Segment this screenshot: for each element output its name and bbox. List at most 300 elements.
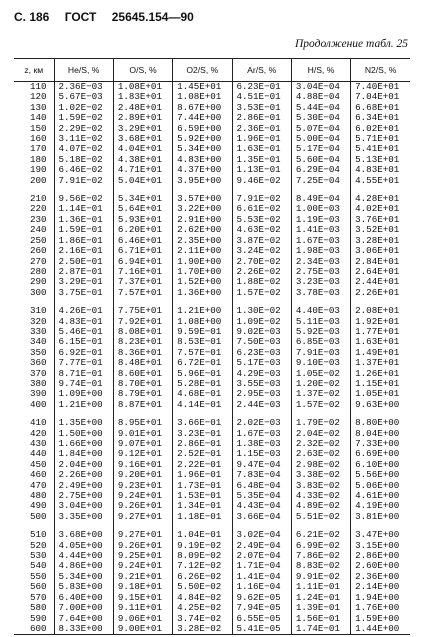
- cell-he: 5.18E−02: [54, 155, 113, 165]
- cell-n2: 2.36E+00: [351, 572, 410, 582]
- cell-o2: 7.12E−02: [173, 561, 232, 571]
- cell-n2: 4.19E+00: [351, 501, 410, 511]
- cell-ar: 1.88E−02: [232, 277, 291, 287]
- cell-o: 4.71E+01: [113, 165, 172, 175]
- cell-he: 3.29E−01: [54, 277, 113, 287]
- cell-altitude: 350: [29, 346, 47, 358]
- table-continuation-caption: Продолжение табл. 25: [295, 38, 408, 50]
- cell-h: 1.20E−02: [291, 379, 350, 389]
- column-header-altitude: z, км: [14, 59, 54, 82]
- cell-o2: 2.91E+00: [173, 215, 232, 225]
- cell-n2: 3.06E+01: [351, 246, 410, 256]
- cell-ar: 2.26E−02: [232, 267, 291, 277]
- cell-o2: 3.95E+00: [173, 176, 232, 186]
- cell-h: 2.04E−02: [291, 429, 350, 439]
- cell-altitude: 450: [29, 458, 47, 470]
- cell-n2: 5.06E+00: [351, 481, 410, 491]
- cell-n2: 6.68E+01: [351, 103, 410, 113]
- cell-h: 3.38E−02: [291, 470, 350, 480]
- cell-o: 7.57E+01: [113, 288, 172, 298]
- cell-n2: 1.15E+01: [351, 379, 410, 389]
- cell-h: 2.32E−02: [291, 439, 350, 449]
- cell-ar: 4.29E−03: [232, 369, 291, 379]
- cell-h: 6.85E−03: [291, 337, 350, 347]
- cell-o: 1.83E+01: [113, 92, 172, 102]
- cell-o: 9.20E+01: [113, 470, 172, 480]
- cell-he: 8.71E−01: [54, 369, 113, 379]
- cell-h: 9.91E−02: [291, 572, 350, 582]
- cell-o2: 1.08E+00: [173, 317, 232, 327]
- cell-o: 9.26E+01: [113, 541, 172, 551]
- cell-o2: 7.57E−01: [173, 348, 232, 358]
- cell-o2: 4.25E−02: [173, 603, 232, 613]
- cell-o2: 2.11E+00: [173, 246, 232, 256]
- cell-ar: 6.23E−03: [232, 348, 291, 358]
- cell-h: 5.11E−03: [291, 317, 350, 327]
- cell-o2: 4.37E+00: [173, 165, 232, 175]
- cell-altitude: 600: [14, 624, 54, 635]
- cell-ar: 1.13E−01: [232, 165, 291, 175]
- cell-ar: 5.53E−02: [232, 215, 291, 225]
- cell-o2: 8.09E−02: [173, 551, 232, 561]
- cell-o: 8.08E+01: [113, 327, 172, 337]
- cell-ar: 7.83E−04: [232, 470, 291, 480]
- cell-o2: 1.96E−01: [173, 470, 232, 480]
- cell-h: 8.83E−02: [291, 561, 350, 571]
- cell-h: 2.98E−02: [291, 460, 350, 470]
- cell-o: 6.46E+01: [113, 236, 172, 246]
- cell-ar: 6.55E−05: [232, 614, 291, 624]
- cell-h: 1.19E−03: [291, 215, 350, 225]
- cell-o: 3.29E+01: [113, 124, 172, 134]
- cell-o2: 6.72E−01: [173, 358, 232, 368]
- cell-h: 6.21E−02: [291, 530, 350, 540]
- cell-n2: 5.41E+01: [351, 144, 410, 154]
- table-row: [14, 512, 410, 522]
- cell-ar: 1.67E−03: [232, 429, 291, 439]
- cell-o2: 4.84E−02: [173, 593, 232, 603]
- cell-h: 8.49E−04: [291, 194, 350, 204]
- cell-he: 2.16E−01: [54, 246, 113, 256]
- cell-he: 2.49E+00: [54, 481, 113, 491]
- cell-altitude: 240: [29, 224, 47, 236]
- cell-n2: 6.69E+00: [351, 449, 410, 459]
- cell-h: 4.33E−02: [291, 491, 350, 501]
- cell-o2: 4.83E+00: [173, 155, 232, 165]
- cell-ar: 2.44E−03: [232, 400, 291, 410]
- cell-n2: 4.02E+01: [351, 204, 410, 214]
- standard-label: ГОСТ: [64, 10, 97, 24]
- cell-o: 8.70E+01: [113, 379, 172, 389]
- cell-he: 2.75E+00: [54, 491, 113, 501]
- cell-o2: 5.28E−01: [173, 379, 232, 389]
- cell-n2: 3.81E+00: [351, 512, 410, 522]
- cell-o: 5.34E+01: [113, 194, 172, 204]
- cell-h: 5.17E−04: [291, 144, 350, 154]
- cell-he: 7.00E+00: [54, 603, 113, 613]
- cell-he: 4.07E−02: [54, 144, 113, 154]
- cell-h: 9.10E−03: [291, 358, 350, 368]
- cell-n2: 2.84E+01: [351, 257, 410, 267]
- cell-he: 3.75E−01: [54, 288, 113, 298]
- cell-h: 5.07E−04: [291, 124, 350, 134]
- cell-h: 1.37E−02: [291, 389, 350, 399]
- cell-altitude: 360: [29, 357, 47, 369]
- cell-ar: 1.38E−03: [232, 439, 291, 449]
- cell-he: 3.11E−02: [54, 134, 113, 144]
- cell-he: 1.21E+00: [54, 400, 113, 410]
- cell-n2: 2.44E+01: [351, 277, 410, 287]
- cell-n2: 8.80E+00: [351, 418, 410, 428]
- cell-he: 4.86E+00: [54, 561, 113, 571]
- cell-altitude: 330: [29, 325, 47, 337]
- page-header: [14, 10, 206, 24]
- cell-o: 4.38E+01: [113, 155, 172, 165]
- cell-altitude: 510: [29, 529, 47, 541]
- cell-he: 3.35E+00: [54, 512, 113, 522]
- standard-number: 25645.154—90: [111, 10, 194, 24]
- table-body: [14, 82, 410, 635]
- cell-h: 6.29E−04: [291, 165, 350, 175]
- cell-ar: 6.23E−01: [232, 82, 291, 93]
- cell-altitude: 200: [29, 174, 47, 186]
- cell-o: 5.04E+01: [113, 176, 172, 186]
- table-row: [14, 176, 410, 186]
- cell-o2: 6.26E−02: [173, 572, 232, 582]
- cell-ar: 2.70E−02: [232, 257, 291, 267]
- cell-o: 9.27E+01: [113, 530, 172, 540]
- cell-n2: 3.76E+01: [351, 215, 410, 225]
- cell-h: 6.99E−02: [291, 541, 350, 551]
- cell-altitude: 250: [29, 234, 47, 246]
- cell-altitude: 410: [29, 417, 47, 429]
- cell-altitude: 460: [29, 469, 47, 481]
- cell-altitude: 520: [29, 539, 47, 551]
- cell-o: 7.16E+01: [113, 267, 172, 277]
- cell-o: 9.27E+01: [113, 512, 172, 522]
- cell-n2: 1.77E+01: [351, 327, 410, 337]
- cell-o2: 1.21E+00: [173, 306, 232, 316]
- cell-o: 8.23E+01: [113, 337, 172, 347]
- cell-altitude: 150: [29, 122, 47, 134]
- table-row: [14, 306, 410, 316]
- cell-o2: 5.92E+00: [173, 134, 232, 144]
- cell-he: 1.84E+00: [54, 449, 113, 459]
- cell-o: 1.08E+01: [113, 82, 172, 93]
- cell-o: 2.89E+01: [113, 113, 172, 123]
- cell-h: 5.51E−02: [291, 512, 350, 522]
- cell-he: 6.46E−02: [54, 165, 113, 175]
- cell-n2: 1.63E+01: [351, 337, 410, 347]
- cell-h: 5.44E−04: [291, 103, 350, 113]
- cell-he: 9.56E−02: [54, 194, 113, 204]
- cell-o2: 2.62E+00: [173, 225, 232, 235]
- cell-he: 5.67E−03: [54, 92, 113, 102]
- cell-he: 1.02E−02: [54, 103, 113, 113]
- cell-he: 6.92E−01: [54, 348, 113, 358]
- cell-h: 1.41E−03: [291, 225, 350, 235]
- cell-o2: 2.22E−01: [173, 460, 232, 470]
- data-table: [14, 58, 410, 635]
- cell-h: 3.83E−02: [291, 481, 350, 491]
- cell-h: 1.05E−02: [291, 369, 350, 379]
- cell-ar: 9.47E−04: [232, 460, 291, 470]
- cell-altitude: 300: [29, 286, 47, 298]
- cell-h: 1.67E−03: [291, 236, 350, 246]
- cell-n2: 8.04E+00: [351, 429, 410, 439]
- cell-ar: 6.48E−04: [232, 481, 291, 491]
- cell-altitude: 490: [29, 500, 47, 512]
- cell-h: 1.57E−02: [291, 400, 350, 410]
- cell-o2: 1.70E+00: [173, 267, 232, 277]
- cell-ar: 1.15E−03: [232, 449, 291, 459]
- cell-ar: 3.53E−01: [232, 103, 291, 113]
- cell-o: 9.26E+01: [113, 501, 172, 511]
- cell-o: 5.93E+01: [113, 215, 172, 225]
- cell-h: 1.00E−03: [291, 204, 350, 214]
- cell-he: 1.36E−01: [54, 215, 113, 225]
- cell-n2: 9.63E+00: [351, 400, 410, 410]
- cell-altitude: 580: [29, 602, 47, 614]
- cell-n2: 4.83E+01: [351, 165, 410, 175]
- table-row: [14, 603, 410, 613]
- column-header-h: H/S, %: [291, 59, 350, 82]
- cell-altitude: 280: [29, 265, 47, 277]
- cell-o2: 1.08E+01: [173, 92, 232, 102]
- cell-h: 5.92E−03: [291, 327, 350, 337]
- cell-altitude: 310: [29, 305, 47, 317]
- cell-o: 8.87E+01: [113, 400, 172, 410]
- cell-altitude: 260: [29, 245, 47, 257]
- cell-n2: 1.94E+00: [351, 593, 410, 603]
- cell-h: 1.11E−01: [291, 582, 350, 592]
- cell-ar: 5.35E−04: [232, 491, 291, 501]
- cell-o: 9.23E+01: [113, 481, 172, 491]
- cell-o2: 8.53E−01: [173, 337, 232, 347]
- cell-h: 4.89E−02: [291, 501, 350, 511]
- cell-o: 9.21E+01: [113, 572, 172, 582]
- cell-h: 3.78E−03: [291, 288, 350, 298]
- cell-n2: 6.34E+01: [351, 113, 410, 123]
- cell-n2: 3.28E+01: [351, 236, 410, 246]
- cell-o: 2.48E+01: [113, 103, 172, 113]
- cell-ar: 1.96E−01: [232, 134, 291, 144]
- cell-altitude: 430: [29, 438, 47, 449]
- cell-ar: 2.02E−03: [232, 418, 291, 428]
- cell-he: 2.29E−02: [54, 124, 113, 134]
- cell-he: 2.26E+00: [54, 470, 113, 480]
- cell-o: 8.48E+01: [113, 358, 172, 368]
- cell-he: 1.66E+00: [54, 439, 113, 449]
- cell-altitude: 270: [29, 255, 47, 267]
- cell-altitude: 110: [29, 81, 47, 92]
- cell-n2: 4.55E+01: [351, 176, 410, 186]
- cell-h: 1.24E−01: [291, 593, 350, 603]
- cell-h: 7.25E−04: [291, 176, 350, 186]
- cell-o: 9.00E+01: [113, 624, 172, 635]
- cell-o2: 1.36E+00: [173, 288, 232, 298]
- cell-he: 1.59E−01: [54, 225, 113, 235]
- cell-ar: 3.87E−02: [232, 236, 291, 246]
- cell-h: 2.63E−02: [291, 449, 350, 459]
- cell-altitude: 390: [29, 388, 47, 400]
- cell-n2: 3.52E+01: [351, 225, 410, 235]
- cell-he: 1.14E−01: [54, 204, 113, 214]
- cell-n2: 5.71E+01: [351, 134, 410, 144]
- column-header-he: He/S, %: [54, 59, 113, 82]
- cell-altitude: 540: [29, 560, 47, 572]
- cell-o: 9.06E+01: [113, 614, 172, 624]
- cell-ar: 4.43E−04: [232, 501, 291, 511]
- cell-h: 7.91E−03: [291, 348, 350, 358]
- cell-he: 2.04E+00: [54, 460, 113, 470]
- cell-n2: 2.14E+00: [351, 582, 410, 592]
- cell-altitude: 470: [29, 479, 47, 491]
- cell-n2: 1.05E+01: [351, 389, 410, 399]
- cell-n2: 5.56E+00: [351, 470, 410, 480]
- cell-ar: 5.41E−05: [232, 624, 291, 635]
- cell-altitude: 130: [29, 101, 47, 113]
- cell-o: 9.18E+01: [113, 582, 172, 592]
- cell-o2: 3.66E−01: [173, 418, 232, 428]
- cell-n2: 6.10E+00: [351, 460, 410, 470]
- table-row: [14, 288, 410, 298]
- cell-ar: 3.66E−04: [232, 512, 291, 522]
- cell-he: 1.59E−02: [54, 113, 113, 123]
- cell-ar: 1.41E−04: [232, 572, 291, 582]
- cell-altitude: 290: [29, 276, 47, 288]
- cell-o2: 1.04E−01: [173, 530, 232, 540]
- cell-o: 9.24E+01: [113, 491, 172, 501]
- cell-he: 7.91E−02: [54, 176, 113, 186]
- cell-n2: 2.60E+00: [351, 561, 410, 571]
- table-row: [14, 400, 410, 410]
- cell-altitude: 380: [29, 377, 47, 389]
- cell-o2: 1.34E−01: [173, 501, 232, 511]
- table-row: [14, 358, 410, 368]
- cell-altitude: 570: [29, 591, 47, 603]
- cell-altitude: 320: [29, 315, 47, 327]
- page-number: С. 186: [14, 10, 50, 24]
- cell-o2: 8.67E+00: [173, 103, 232, 113]
- cell-o2: 7.44E+00: [173, 113, 232, 123]
- cell-o2: 9.19E−02: [173, 541, 232, 551]
- cell-ar: 1.35E−01: [232, 155, 291, 165]
- cell-he: 3.68E+00: [54, 530, 113, 540]
- cell-n2: 2.26E+01: [351, 288, 410, 298]
- cell-h: 1.79E−02: [291, 418, 350, 428]
- cell-altitude: 180: [29, 153, 47, 165]
- cell-o2: 2.35E+00: [173, 236, 232, 246]
- cell-ar: 2.86E−01: [232, 113, 291, 123]
- cell-n2: 1.76E+00: [351, 603, 410, 613]
- cell-h: 4.40E−03: [291, 306, 350, 316]
- cell-he: 1.50E+00: [54, 429, 113, 439]
- cell-he: 2.87E−01: [54, 267, 113, 277]
- cell-h: 4.88E−04: [291, 92, 350, 102]
- cell-altitude: 440: [29, 448, 47, 460]
- cell-altitude: 550: [29, 570, 47, 582]
- cell-he: 2.50E−01: [54, 257, 113, 267]
- cell-ar: 1.57E−02: [232, 288, 291, 298]
- cell-altitude: 160: [29, 133, 47, 145]
- column-header-ar: Ar/S, %: [232, 59, 291, 82]
- cell-o: 6.94E+01: [113, 257, 172, 267]
- cell-o2: 3.74E−02: [173, 614, 232, 624]
- cell-o: 8.95E+01: [113, 418, 172, 428]
- cell-altitude: 370: [29, 367, 47, 379]
- cell-h: 7.86E−02: [291, 551, 350, 561]
- cell-o: 9.12E+01: [113, 449, 172, 459]
- cell-h: 5.30E−04: [291, 113, 350, 123]
- cell-o: 5.64E+01: [113, 204, 172, 214]
- cell-n2: 3.47E+00: [351, 530, 410, 540]
- cell-he: 4.26E−01: [54, 306, 113, 316]
- cell-n2: 1.44E+00: [351, 624, 410, 635]
- cell-n2: 7.04E+01: [351, 92, 410, 102]
- cell-altitude: 530: [29, 550, 47, 562]
- cell-o: 8.79E+01: [113, 389, 172, 399]
- cell-o: 6.71E+01: [113, 246, 172, 256]
- cell-ar: 4.63E−02: [232, 225, 291, 235]
- cell-o: 9.11E+01: [113, 603, 172, 613]
- cell-n2: 7.40E+01: [351, 82, 410, 93]
- cell-o: 9.25E+01: [113, 551, 172, 561]
- cell-o: 3.68E+01: [113, 134, 172, 144]
- cell-ar: 9.62E−05: [232, 593, 291, 603]
- cell-ar: 3.55E−03: [232, 379, 291, 389]
- cell-altitude: 560: [29, 581, 47, 593]
- table-header-row: [14, 59, 410, 82]
- cell-h: 5.60E−04: [291, 155, 350, 165]
- table-row: [14, 624, 410, 635]
- cell-n2: 4.61E+00: [351, 491, 410, 501]
- cell-o2: 1.53E−01: [173, 491, 232, 501]
- column-header-o: O/S, %: [113, 59, 172, 82]
- cell-ar: 1.63E−01: [232, 144, 291, 154]
- cell-altitude: 230: [29, 213, 47, 225]
- cell-o2: 1.45E+01: [173, 82, 232, 93]
- cell-o2: 2.52E−01: [173, 449, 232, 459]
- cell-o2: 5.34E+00: [173, 144, 232, 154]
- cell-h: 2.34E−03: [291, 257, 350, 267]
- cell-altitude: 140: [29, 112, 47, 124]
- cell-o: 9.15E+01: [113, 593, 172, 603]
- cell-ar: 3.24E−02: [232, 246, 291, 256]
- cell-he: 4.83E−01: [54, 317, 113, 327]
- cell-ar: 7.94E−05: [232, 603, 291, 613]
- cell-he: 4.05E+00: [54, 541, 113, 551]
- cell-n2: 1.26E+01: [351, 369, 410, 379]
- column-header-o2: O2/S, %: [173, 59, 232, 82]
- cell-h: 2.75E−03: [291, 267, 350, 277]
- cell-o: 9.16E+01: [113, 460, 172, 470]
- cell-o: 7.92E+01: [113, 317, 172, 327]
- cell-o: 7.37E+01: [113, 277, 172, 287]
- cell-o: 9.01E+01: [113, 429, 172, 439]
- cell-o2: 4.68E−01: [173, 389, 232, 399]
- cell-ar: 3.02E−04: [232, 530, 291, 540]
- cell-ar: 2.36E−01: [232, 124, 291, 134]
- cell-n2: 3.15E+00: [351, 541, 410, 551]
- cell-o: 9.24E+01: [113, 561, 172, 571]
- cell-o2: 1.90E+00: [173, 257, 232, 267]
- cell-o2: 1.73E−01: [173, 481, 232, 491]
- cell-o2: 3.28E−02: [173, 624, 232, 635]
- table-row: [14, 246, 410, 256]
- cell-o2: 9.59E−01: [173, 327, 232, 337]
- cell-n2: 5.13E+01: [351, 155, 410, 165]
